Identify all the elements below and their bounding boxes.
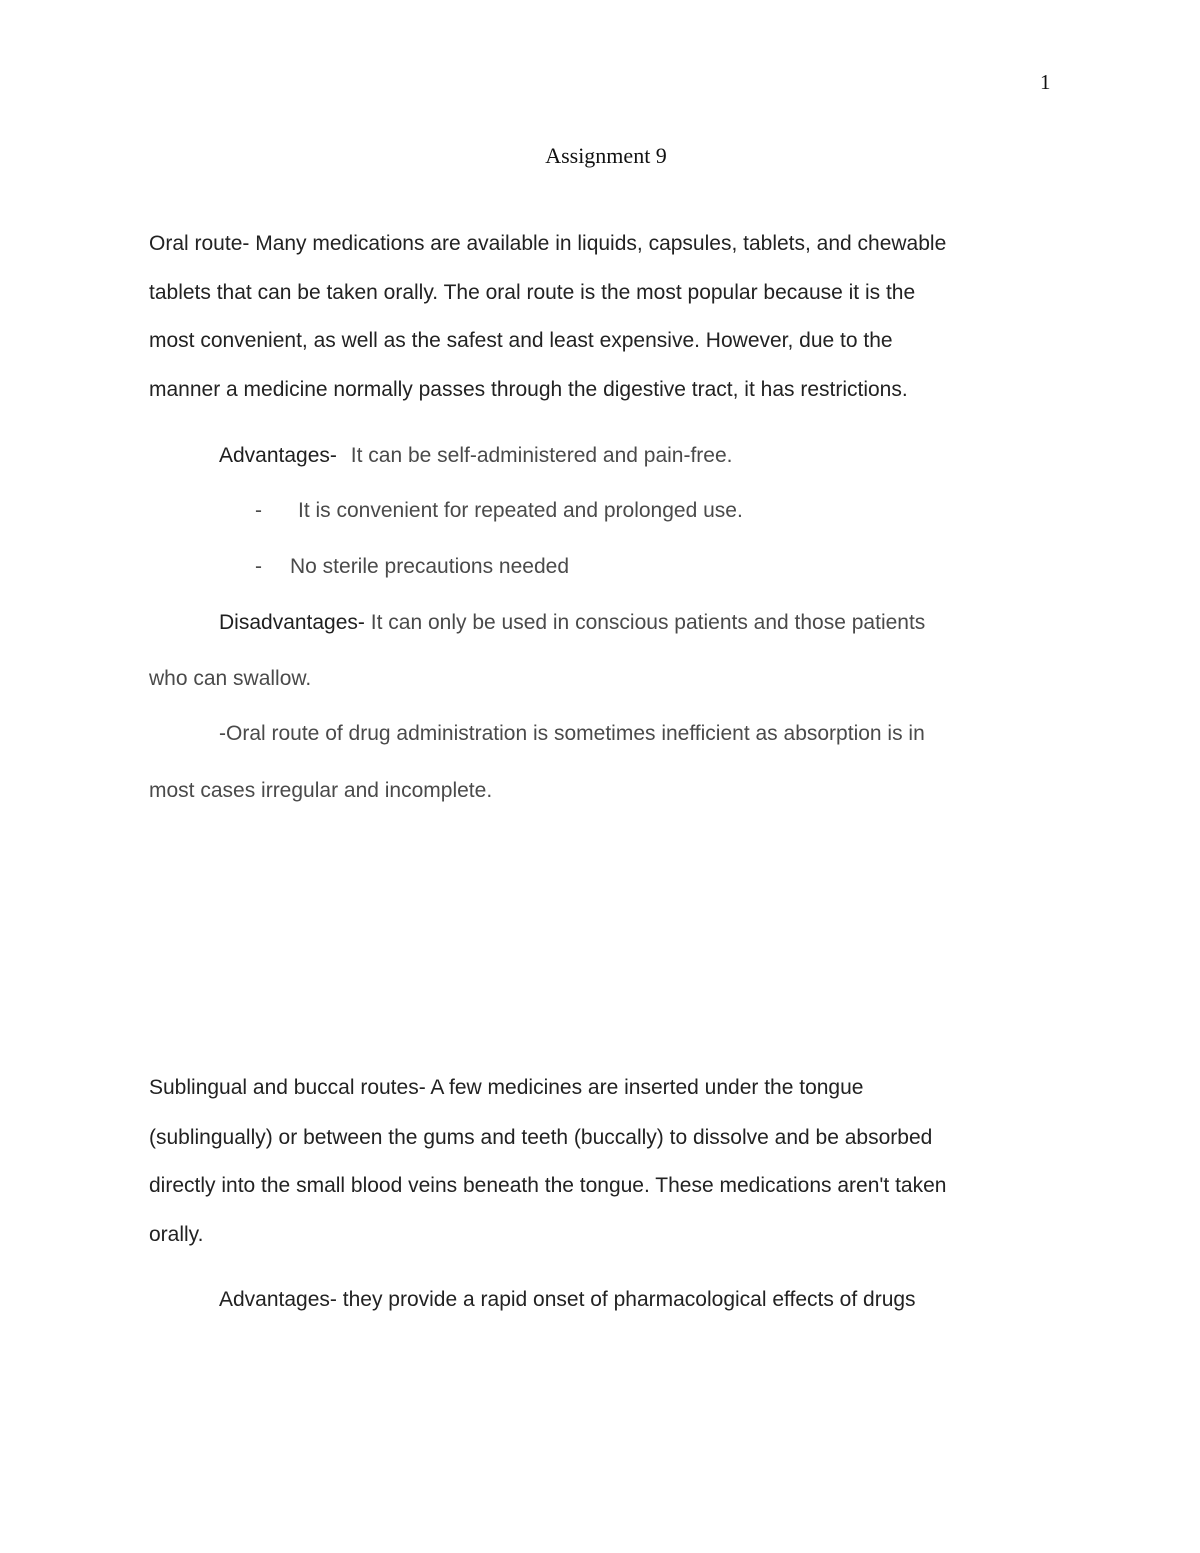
paragraph-line: Oral route- Many medications are available in liquids, capsules, tablets, and chewable <box>149 232 947 255</box>
oral-disadvantages <box>219 611 925 635</box>
advantages-text: they provide a rapid onset of pharmacological effects of drugs <box>342 1288 916 1311</box>
paragraph-line: manner a medicine normally passes through the digestive tract, it has restrictions. <box>149 378 908 401</box>
oral-advantages <box>219 444 732 468</box>
second-disadvantage: -Oral route of drug administration is sometimes inefficient as absorption is in <box>219 722 925 745</box>
paragraph-line: orally. <box>149 1223 204 1246</box>
second-disadvantage-continued: most cases irregular and incomplete. <box>149 779 493 802</box>
paragraph-line: directly into the small blood veins beneath the tongue. These medications aren't taken <box>149 1174 947 1197</box>
bullet-item <box>255 555 570 579</box>
paragraph-line: (sublingually) or between the gums and teeth (buccally) to dissolve and be absorbed <box>149 1126 933 1149</box>
disadvantages-label: Disadvantages- <box>219 611 365 634</box>
disadvantages-text: It can only be used in conscious patients and those patients <box>370 611 926 634</box>
paragraph-line: tablets that can be taken orally. The oral route is the most popular because it is the <box>149 281 916 304</box>
bullet-text: It is convenient for repeated and prolonged use. <box>298 499 743 522</box>
disadvantages-text-continued: who can swallow. <box>149 667 312 690</box>
bullet-item <box>255 499 743 523</box>
sublingual-advantages <box>219 1288 916 1312</box>
advantages-label: Advantages- <box>219 444 337 467</box>
bullet-dash: - <box>255 555 262 578</box>
document-title: Assignment 9 <box>545 143 667 168</box>
bullet-text: No sterile precautions needed <box>290 555 570 578</box>
advantages-label: Advantages- <box>219 1288 337 1311</box>
bullet-dash: - <box>255 499 262 522</box>
page-number: 1 <box>1040 70 1051 94</box>
paragraph-line: Sublingual and buccal routes- A few medicines are inserted under the tongue <box>149 1076 864 1099</box>
paragraph-line: most convenient, as well as the safest and least expensive. However, due to the <box>149 329 893 352</box>
advantages-text: It can be self-administered and pain-free. <box>350 444 733 467</box>
